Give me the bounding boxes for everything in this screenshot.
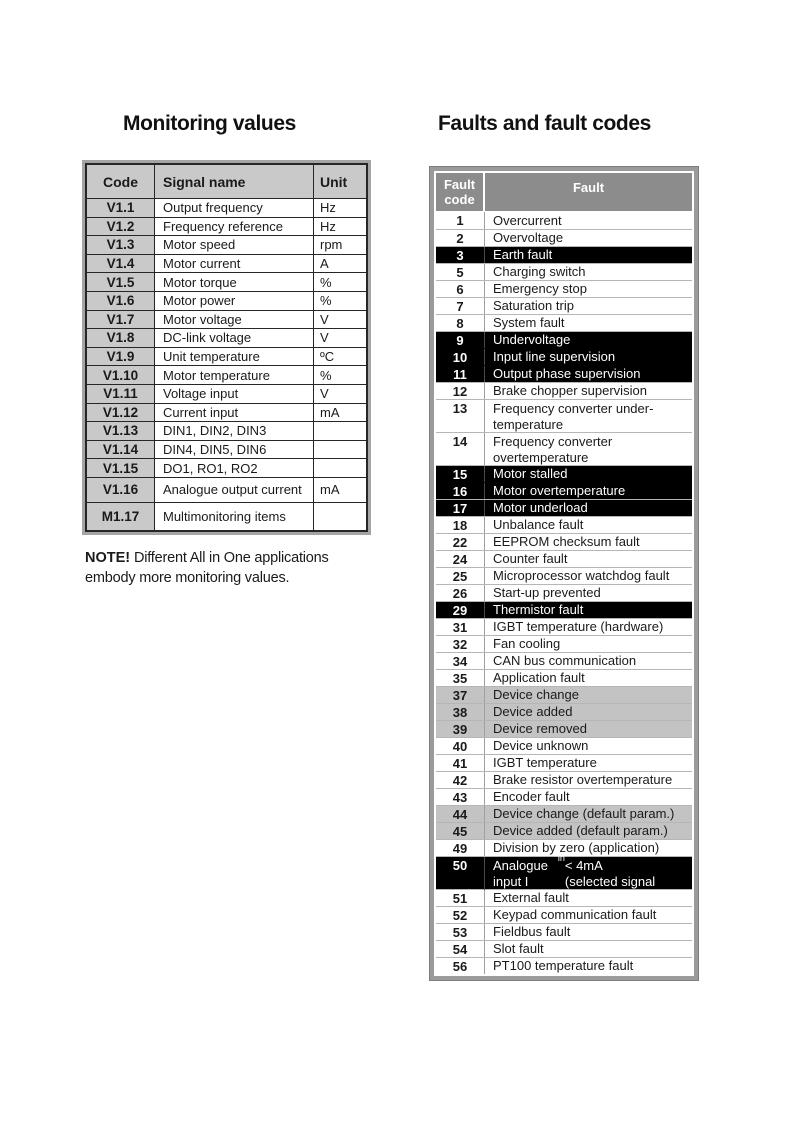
fault-name-cell: Microprocessor watchdog fault	[493, 568, 670, 584]
fault-code-cell: 39	[436, 721, 485, 737]
fault-name-cell: Charging switch	[493, 264, 586, 280]
fault-row	[436, 314, 692, 331]
monitoring-table-body	[87, 199, 366, 530]
fault-row	[436, 703, 692, 720]
fault-row	[436, 923, 692, 940]
fault-row	[436, 567, 692, 584]
fault-name-cell: EEPROM checksum fault	[493, 534, 640, 550]
fault-code-cell: 31	[436, 619, 485, 635]
fault-code-cell: 35	[436, 670, 485, 686]
fault-name-cell: Analogue input I in < 4mA (selected signal range 4-20 mA)	[493, 853, 656, 904]
fault-code-cell: 6	[436, 281, 485, 297]
fault-row	[436, 822, 692, 839]
fault-code-cell: 45	[436, 823, 485, 839]
fault-code-cell: 12	[436, 383, 485, 399]
fault-row	[436, 432, 692, 465]
monitoring-row	[87, 404, 366, 423]
monitoring-signal-cell: Motor torque	[155, 273, 314, 291]
monitoring-unit-cell: %	[320, 274, 332, 290]
fault-code-cell: 49	[436, 840, 485, 856]
fault-row	[436, 263, 692, 280]
fault-row	[436, 805, 692, 822]
header-signal-name: Signal name	[155, 165, 314, 198]
fault-name-cell: Fan cooling	[493, 636, 561, 652]
fault-name-cell: Device change (default param.)	[493, 806, 675, 822]
fault-code-cell: 38	[436, 704, 485, 720]
fault-name-cell: Output phase supervision	[493, 366, 641, 382]
fault-row	[436, 382, 692, 399]
monitoring-signal-cell: DIN4, DIN5, DIN6	[155, 441, 314, 459]
fault-name-cell: Motor stalled	[493, 466, 568, 482]
fault-name-cell: Emergency stop	[493, 281, 587, 297]
monitoring-signal-cell: Multimonitoring items	[155, 503, 314, 530]
fault-row	[436, 516, 692, 533]
monitoring-unit-cell: mA	[320, 404, 340, 420]
fault-row	[436, 331, 692, 348]
fault-code-cell: 10	[436, 349, 485, 365]
fault-row	[436, 652, 692, 669]
fault-row	[436, 957, 692, 974]
fault-name-cell: Slot fault	[493, 941, 544, 957]
monitoring-code-cell: V1.10	[87, 366, 155, 384]
monitoring-code-cell: V1.3	[87, 236, 155, 254]
fault-code-cell: 22	[436, 534, 485, 550]
note-body: Different All in One applications embody more monitoring values.	[85, 550, 329, 586]
fault-code-cell: 44	[436, 806, 485, 822]
fault-row	[436, 246, 692, 263]
monitoring-signal-cell: Motor current	[155, 255, 314, 273]
monitoring-signal-cell: Analogue output current	[155, 478, 314, 502]
fault-code-cell: 41	[436, 755, 485, 771]
fault-code-cell: 9	[436, 332, 485, 348]
fault-row	[436, 499, 692, 516]
monitoring-unit-cell: Hz	[320, 200, 336, 216]
fault-row	[436, 465, 692, 482]
fault-name-cell: Counter fault	[493, 551, 568, 567]
monitoring-code-cell: V1.9	[87, 348, 155, 366]
fault-code-cell: 37	[436, 687, 485, 703]
fault-name-cell: Keypad communication fault	[493, 907, 657, 923]
monitoring-table-header	[87, 165, 366, 199]
fault-row	[436, 635, 692, 652]
fault-name-cell: Device removed	[493, 721, 587, 737]
fault-code-cell: 51	[436, 890, 485, 906]
monitoring-row	[87, 199, 366, 218]
fault-name-cell: Start-up prevented	[493, 585, 601, 601]
fault-name-cell: Overcurrent	[493, 212, 562, 228]
fault-name-cell: IGBT temperature	[493, 755, 597, 771]
note-text	[85, 549, 371, 588]
fault-code-cell: 16	[436, 483, 485, 499]
fault-code-cell: 24	[436, 551, 485, 567]
fault-code-cell: 18	[436, 517, 485, 533]
monitoring-signal-cell: Motor temperature	[155, 366, 314, 384]
fault-code-cell: 25	[436, 568, 485, 584]
fault-name-cell: Thermistor fault	[493, 602, 584, 618]
header-fault-code: Fault code	[436, 173, 483, 211]
fault-row	[436, 280, 692, 297]
monitoring-code-cell: V1.13	[87, 422, 155, 440]
fault-name-cell: Device added	[493, 704, 573, 720]
fault-code-cell: 26	[436, 585, 485, 601]
fault-name-cell: CAN bus communication	[493, 653, 637, 669]
fault-row	[436, 348, 692, 365]
fault-name-cell: Brake chopper supervision	[493, 383, 647, 399]
fault-name-cell: Device added (default param.)	[493, 823, 668, 839]
fault-code-cell: 2	[436, 230, 485, 246]
fault-row	[436, 212, 692, 229]
fault-name-cell: Brake resistor overtemperature	[493, 772, 673, 788]
fault-name-cell: Undervoltage	[493, 332, 571, 348]
monitoring-unit-cell: ºC	[320, 349, 335, 365]
monitoring-unit-cell: mA	[320, 482, 340, 498]
fault-code-cell: 3	[436, 247, 485, 263]
monitoring-signal-cell: Frequency reference	[155, 218, 314, 236]
monitoring-code-cell: V1.5	[87, 273, 155, 291]
monitoring-row	[87, 459, 366, 478]
fault-code-cell: 40	[436, 738, 485, 754]
fault-code-cell: 8	[436, 315, 485, 331]
fault-row	[436, 889, 692, 906]
fault-code-cell: 13	[436, 400, 485, 432]
fault-code-cell: 1	[436, 212, 485, 229]
monitoring-unit-cell: V	[320, 386, 329, 402]
monitoring-signal-cell: DIN1, DIN2, DIN3	[155, 422, 314, 440]
monitoring-code-cell: M1.17	[87, 503, 155, 530]
monitoring-row	[87, 218, 366, 237]
fault-row	[436, 686, 692, 703]
fault-row	[436, 533, 692, 550]
fault-name-cell: Division by zero (application)	[493, 840, 660, 856]
monitoring-signal-cell: Motor power	[155, 292, 314, 310]
monitoring-code-cell: V1.14	[87, 441, 155, 459]
monitoring-row	[87, 311, 366, 330]
fault-row	[436, 906, 692, 923]
monitoring-row	[87, 385, 366, 404]
fault-row	[436, 229, 692, 246]
monitoring-signal-cell: DO1, RO1, RO2	[155, 459, 314, 477]
fault-row	[436, 754, 692, 771]
monitoring-unit-cell: %	[320, 367, 332, 383]
fault-code-cell: 56	[436, 958, 485, 974]
monitoring-code-cell: V1.15	[87, 459, 155, 477]
fault-name-cell: Device unknown	[493, 738, 589, 754]
monitoring-row	[87, 422, 366, 441]
fault-code-cell: 53	[436, 924, 485, 940]
fault-code-cell: 14	[436, 433, 485, 465]
monitoring-signal-cell: DC-link voltage	[155, 329, 314, 347]
fault-row	[436, 297, 692, 314]
fault-row	[436, 618, 692, 635]
monitoring-signal-cell: Motor voltage	[155, 311, 314, 329]
fault-row	[436, 482, 692, 499]
monitoring-row	[87, 329, 366, 348]
monitoring-signal-cell: Current input	[155, 404, 314, 422]
monitoring-code-cell: V1.16	[87, 478, 155, 502]
fault-name-cell: Unbalance fault	[493, 517, 584, 533]
fault-name-cell: Earth fault	[493, 247, 553, 263]
monitoring-row	[87, 348, 366, 367]
fault-name-cell: Frequency converter overtemperature	[493, 434, 613, 465]
monitoring-code-cell: V1.1	[87, 199, 155, 217]
monitoring-values-table	[85, 163, 368, 532]
fault-name-cell: Application fault	[493, 670, 585, 686]
monitoring-row	[87, 366, 366, 385]
fault-name-cell: Input line supervision	[493, 349, 616, 365]
fault-name-cell: Motor overtemperature	[493, 483, 626, 499]
fault-name-cell: IGBT temperature (hardware)	[493, 619, 664, 635]
fault-code-cell: 43	[436, 789, 485, 805]
fault-code-cell: 52	[436, 907, 485, 923]
fault-row	[436, 720, 692, 737]
monitoring-unit-cell: V	[320, 311, 329, 327]
fault-row	[436, 771, 692, 788]
fault-code-cell: 29	[436, 602, 485, 618]
fault-codes-table	[430, 167, 698, 980]
fault-name-cell: Overvoltage	[493, 230, 564, 246]
monitoring-code-cell: V1.7	[87, 311, 155, 329]
fault-code-cell: 54	[436, 941, 485, 957]
fault-code-cell: 15	[436, 466, 485, 482]
monitoring-unit-cell: rpm	[320, 237, 343, 253]
monitoring-row	[87, 255, 366, 274]
monitoring-values-title: Monitoring values	[123, 112, 296, 135]
fault-name-cell: Fieldbus fault	[493, 924, 571, 940]
fault-name-cell: Saturation trip	[493, 298, 574, 314]
fault-row	[436, 788, 692, 805]
fault-name-cell: System fault	[493, 315, 565, 331]
fault-row	[436, 940, 692, 957]
fault-row	[436, 365, 692, 382]
fault-table-header	[436, 173, 692, 211]
fault-row	[436, 737, 692, 754]
fault-code-cell: 7	[436, 298, 485, 314]
fault-table-body	[436, 212, 692, 974]
header-unit: Unit	[320, 173, 348, 190]
monitoring-row	[87, 441, 366, 460]
fault-row	[436, 550, 692, 567]
fault-row	[436, 584, 692, 601]
fault-code-cell: 50	[436, 857, 485, 905]
monitoring-unit-cell	[314, 441, 366, 459]
monitoring-signal-cell: Output frequency	[155, 199, 314, 217]
monitoring-code-cell: V1.11	[87, 385, 155, 403]
monitoring-signal-cell: Motor speed	[155, 236, 314, 254]
faults-title: Faults and fault codes	[438, 112, 651, 135]
fault-code-cell: 32	[436, 636, 485, 652]
monitoring-row	[87, 292, 366, 311]
fault-code-cell: 5	[436, 264, 485, 280]
fault-name-cell: Device change	[493, 687, 579, 703]
monitoring-unit-cell	[314, 422, 366, 440]
fault-row	[436, 399, 692, 432]
header-code: Code	[87, 165, 155, 198]
fault-row	[436, 601, 692, 618]
fault-code-cell: 17	[436, 500, 485, 516]
monitoring-code-cell: V1.2	[87, 218, 155, 236]
fault-code-cell: 42	[436, 772, 485, 788]
monitoring-unit-cell	[314, 459, 366, 477]
monitoring-unit-cell: %	[320, 293, 332, 309]
fault-name-cell: Frequency converter under- temperature	[493, 401, 654, 432]
monitoring-signal-cell: Unit temperature	[155, 348, 314, 366]
monitoring-code-cell: V1.8	[87, 329, 155, 347]
note-label: NOTE!	[85, 550, 131, 566]
fault-row	[436, 669, 692, 686]
monitoring-row	[87, 236, 366, 255]
monitoring-code-cell: V1.4	[87, 255, 155, 273]
monitoring-unit-cell: Hz	[320, 218, 336, 234]
monitoring-code-cell: V1.6	[87, 292, 155, 310]
monitoring-unit-cell: A	[320, 256, 329, 272]
monitoring-code-cell: V1.12	[87, 404, 155, 422]
monitoring-signal-cell: Voltage input	[155, 385, 314, 403]
fault-name-cell: Motor underload	[493, 500, 588, 516]
monitoring-row	[87, 273, 366, 292]
fault-name-cell: External fault	[493, 890, 569, 906]
fault-code-cell: 34	[436, 653, 485, 669]
fault-name-cell: PT100 temperature fault	[493, 958, 634, 974]
fault-name-cell: Encoder fault	[493, 789, 570, 805]
fault-code-cell: 11	[436, 366, 485, 382]
monitoring-unit-cell: V	[320, 330, 329, 346]
monitoring-row	[87, 503, 366, 530]
header-fault: Fault	[485, 173, 692, 211]
monitoring-unit-cell	[314, 503, 366, 530]
monitoring-row	[87, 478, 366, 503]
